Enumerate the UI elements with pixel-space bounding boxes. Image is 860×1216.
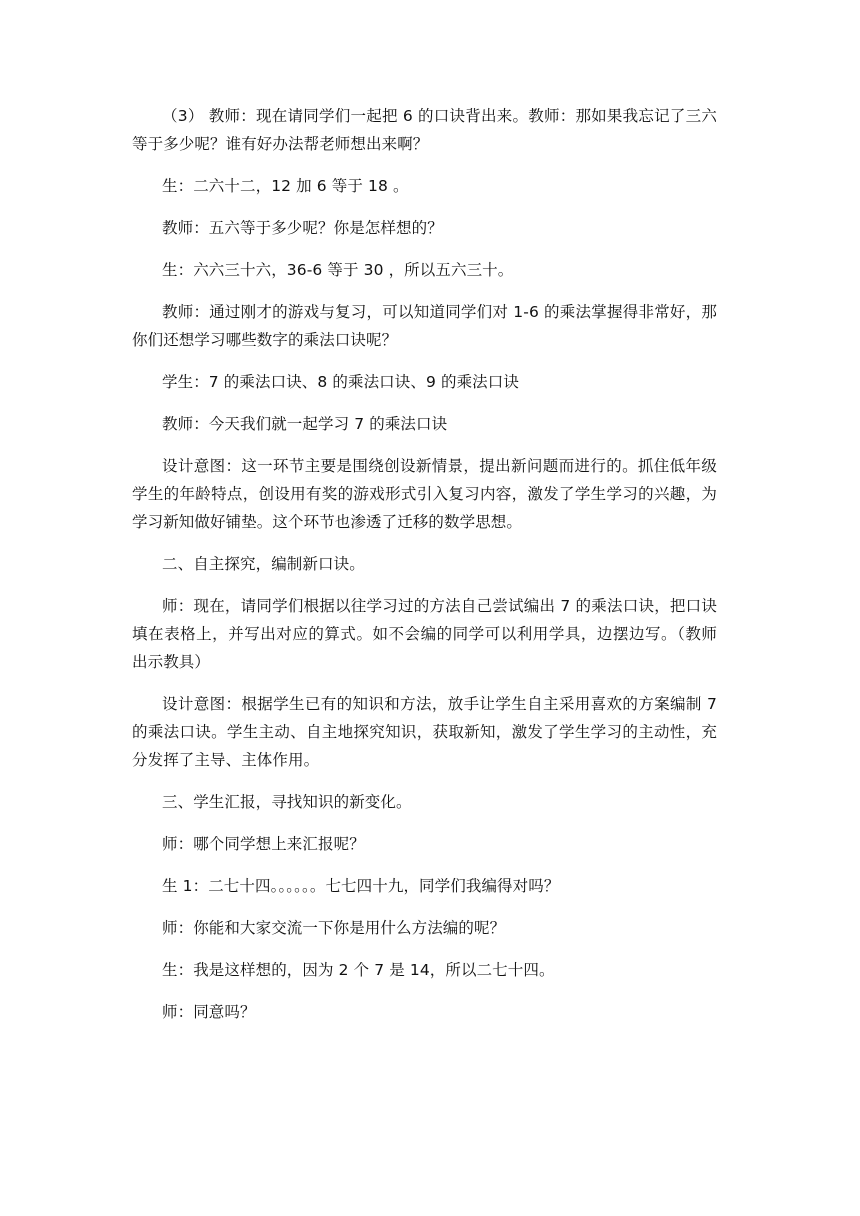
paragraph: 师：同意吗？ [162, 1003, 256, 1021]
paragraph: 师：你能和大家交流一下你是用什么方法编的呢？ [162, 919, 506, 937]
paragraph: 生：六六三十六，36-6 等于 30 ，所以五六三十。 [162, 261, 514, 279]
paragraph: （3） 教师：现在请同学们一起把 6 的口诀背出来。教师：那如果我忘记了三六等于多少呢？谁有好办法帮老师想出来啊？ [132, 107, 717, 153]
design-intent-paragraph: 设计意图：这一环节主要是围绕创设新情景，提出新问题而进行的。抓住低年级学生的年龄特点，创设用有奖的游戏形式引入复习内容，激发了学生学习的兴趣，为学习新知做好铺垫。这个环节也渗透了迁移的数学思想。 [132, 457, 717, 531]
design-intent-paragraph: 设计意图：根据学生已有的知识和方法，放手让学生自主采用喜欢的方案编制 7 的乘法口诀。学生主动、自主地探究知识，获取新知，激发了学生学习的主动性，充分发挥了主导、主体作用。 [132, 695, 717, 769]
paragraph: 学生：7 的乘法口诀、8 的乘法口诀、9 的乘法口诀 [162, 373, 519, 391]
paragraph: 生 1：二七十四。。。。。。七七四十九，同学们我编得对吗？ [162, 877, 560, 895]
document-body [132, 102, 717, 1040]
section-heading: 三、学生汇报，寻找知识的新变化。 [162, 793, 412, 811]
section-heading: 二、自主探究，编制新口诀。 [162, 555, 365, 573]
paragraph: 师：现在，请同学们根据以往学习过的方法自己尝试编出 7 的乘法口诀，把口诀填在表格上，并写出对应的算式。如不会编的同学可以利用学具，边摆边写。（教师出示教具） [132, 597, 717, 671]
paragraph: 师：哪个同学想上来汇报呢？ [162, 835, 365, 853]
paragraph: 教师：五六等于多少呢？你是怎样想的？ [162, 219, 443, 237]
paragraph: 教师：今天我们就一起学习 7 的乘法口诀 [162, 415, 448, 433]
paragraph: 生：我是这样想的，因为 2 个 7 是 14，所以二七十四。 [162, 961, 555, 979]
paragraph: 生：二六十二，12 加 6 等于 18 。 [162, 177, 409, 195]
paragraph: 教师：通过刚才的游戏与复习，可以知道同学们对 1-6 的乘法掌握得非常好，那你们还想学习哪些数字的乘法口诀呢？ [132, 303, 717, 349]
